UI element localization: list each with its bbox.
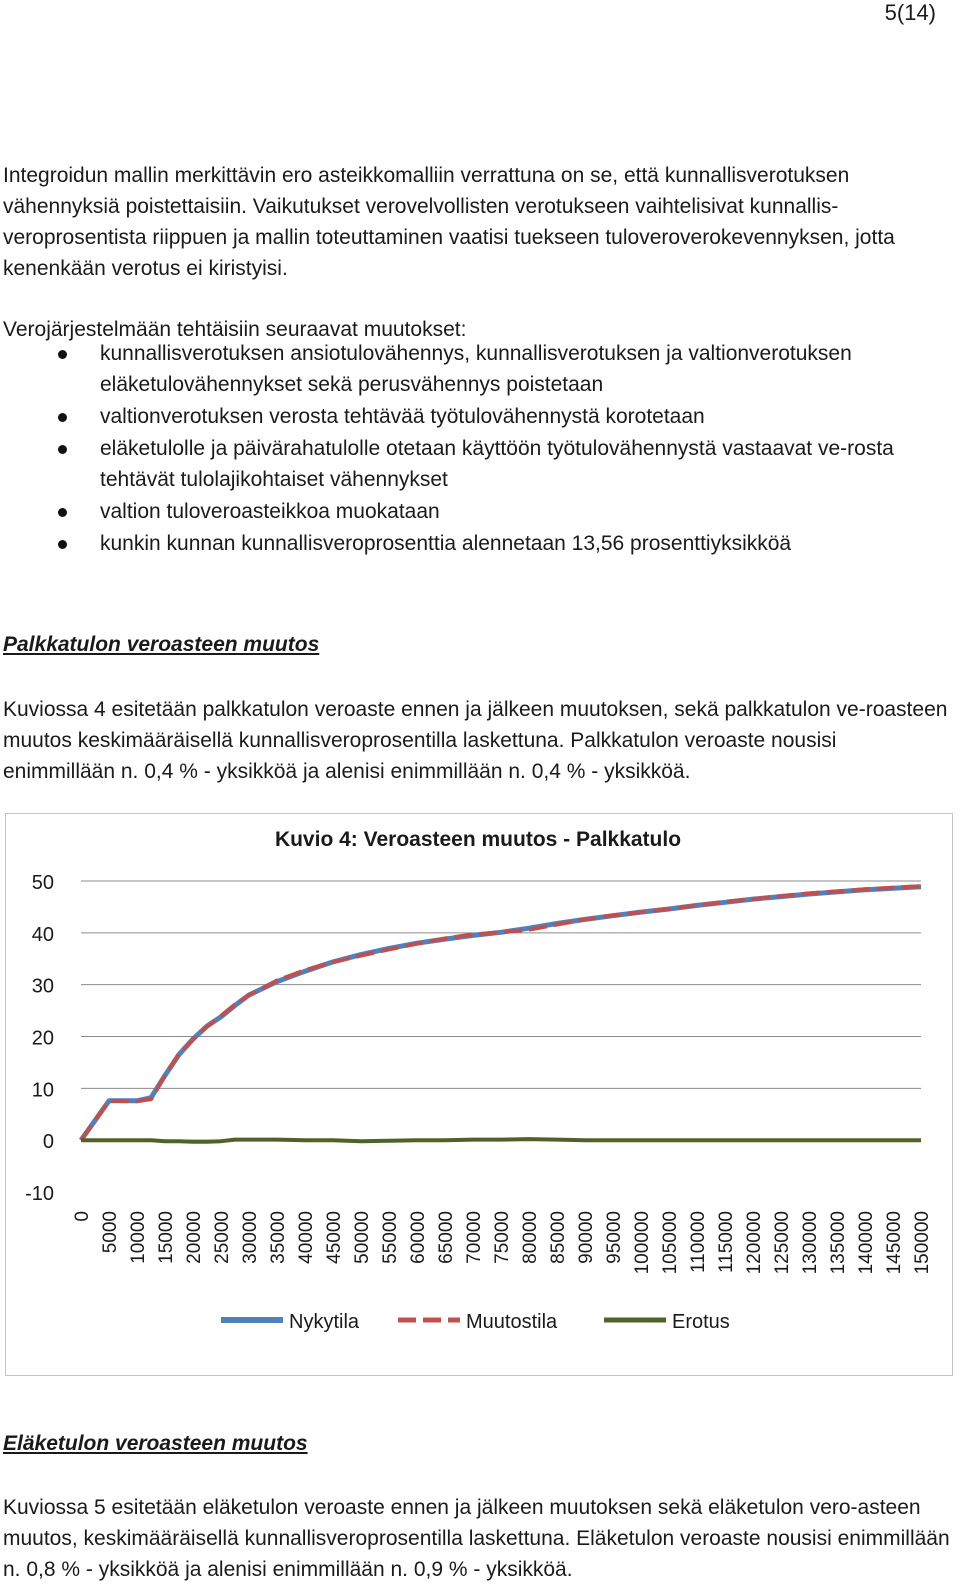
list-item — [0, 528, 950, 559]
list-item — [0, 338, 950, 400]
legend-label: Erotus — [672, 1311, 730, 1333]
list-item-text: valtionverotuksen verosta tehtävää työtulovähennystä korotetaan — [100, 405, 705, 428]
x-tick-label: 45000 — [324, 1211, 345, 1264]
changes-list — [0, 338, 950, 560]
series-line-nykytila — [81, 887, 921, 1140]
x-tick-label: 100000 — [632, 1211, 653, 1275]
x-tick-label: 90000 — [576, 1211, 597, 1264]
x-tick-label: 25000 — [212, 1211, 233, 1264]
y-tick-label: 30 — [31, 975, 54, 998]
x-tick-label: 20000 — [184, 1211, 205, 1264]
x-tick-label: 110000 — [688, 1211, 709, 1273]
x-tick-label: 120000 — [744, 1211, 765, 1275]
x-tick-label: 105000 — [660, 1211, 681, 1275]
x-tick-label: 40000 — [296, 1211, 317, 1264]
list-item-text: valtion tuloveroasteikkoa muokataan — [100, 500, 440, 523]
x-tick-label: 135000 — [828, 1211, 849, 1275]
series-line-muutostila — [81, 886, 921, 1140]
x-tick-label: 15000 — [156, 1211, 177, 1264]
x-tick-label: 115000 — [716, 1211, 737, 1273]
x-tick-label: 80000 — [520, 1211, 541, 1264]
x-tick-label: 70000 — [464, 1211, 485, 1264]
bullet-icon — [58, 508, 67, 517]
list-item — [0, 401, 950, 432]
list-item-text: eläketulolle ja päivärahatulolle otetaan käyttöön työtulovähennystä vastaavat ve-rosta tehtävät tulolajikohtaiset vähennykset — [100, 437, 894, 491]
x-tick-label: 145000 — [884, 1211, 905, 1275]
list-item-text: kunnallisverotuksen ansiotulovähennys, kunnallisverotuksen ja valtionverotuksen eläketulovähennykset sekä perusvähennys poistetaan — [100, 342, 852, 396]
y-tick-label: 50 — [31, 872, 54, 894]
list-item-text: kunkin kunnan kunnallisveroprosenttia alennetaan 13,56 prosenttiyksikköä — [100, 532, 792, 555]
bullet-icon — [58, 350, 67, 359]
x-tick-label: 140000 — [856, 1211, 877, 1275]
intro-paragraph: Integroidun mallin merkittävin ero asteikkomalliin verrattuna on se, että kunnallisverotuksen vähennyksiä poistettaisiin. Vaikutukset verovelvollisten verotukseen vaihtelisivat kunnallis-veroprosentista riippuen ja mallin toteuttaminen vaatisi tuekseen tuloveroverokevennyksen, jotta kenenkään verotus ei kiristyisi. — [3, 164, 895, 280]
list-item — [0, 496, 950, 527]
legend-label: Muutostila — [466, 1311, 558, 1333]
x-tick-label: 95000 — [604, 1211, 625, 1264]
x-tick-label: 60000 — [408, 1211, 429, 1264]
x-tick-label: 150000 — [912, 1211, 933, 1275]
chart-container — [5, 813, 953, 1376]
section-text-pension: Kuviossa 5 esitetään eläketulon veroaste ennen ja jälkeen muutoksen sekä eläketulon vero-asteen muutos, keskimääräisellä kunnallisveroprosentilla laskettuna. Eläketulon veroaste nousisi enimmillään n. 0,8 % - yksikköä ja alenisi enimmillään n. 0,9 % - yksikköä. — [3, 1496, 950, 1581]
list-item — [0, 433, 950, 495]
y-tick-label: 0 — [42, 1131, 54, 1154]
x-tick-label: 50000 — [352, 1211, 373, 1264]
line-chart — [6, 814, 951, 1374]
x-tick-label: 65000 — [436, 1211, 457, 1264]
page-number: 5(14) — [884, 0, 936, 25]
x-tick-label: 35000 — [268, 1211, 289, 1264]
x-tick-label: 10000 — [128, 1211, 149, 1264]
x-tick-label: 55000 — [380, 1211, 401, 1264]
x-tick-label: 130000 — [800, 1211, 821, 1275]
y-tick-label: 40 — [31, 923, 54, 946]
section-text-salary: Kuviossa 4 esitetään palkkatulon veroaste ennen ja jälkeen muutoksen, sekä palkkatulon ve-roasteen muutos keskimääräisellä kunnallisveroprosentilla laskettuna. Palkkatulon veroaste nousisi enimmillään n. 0,4 % - yksikköä ja alenisi enimmillään n. 0,4 % - yksikköä. — [3, 698, 948, 783]
bullet-icon — [58, 413, 67, 422]
x-tick-label: 5000 — [100, 1211, 121, 1254]
y-tick-label: -10 — [25, 1183, 54, 1205]
series-line-erotus — [81, 1139, 921, 1142]
changes-intro: Verojärjestelmään tehtäisiin seuraavat muutokset: — [3, 318, 467, 341]
legend-label: Nykytila — [289, 1311, 360, 1333]
section-heading-salary: Palkkatulon veroasteen muutos — [3, 633, 320, 656]
x-tick-label: 75000 — [492, 1211, 513, 1264]
x-tick-label: 0 — [72, 1211, 93, 1222]
x-tick-label: 125000 — [772, 1211, 793, 1275]
bullet-icon — [58, 540, 67, 549]
section-heading-pension: Eläketulon veroasteen muutos — [3, 1432, 308, 1455]
x-tick-label: 30000 — [240, 1211, 261, 1264]
y-tick-label: 20 — [31, 1027, 54, 1050]
x-tick-label: 85000 — [548, 1211, 569, 1264]
chart-title: Kuvio 4: Veroasteen muutos - Palkkatulo — [274, 828, 682, 851]
bullet-icon — [58, 445, 67, 454]
y-tick-label: 10 — [31, 1079, 54, 1102]
